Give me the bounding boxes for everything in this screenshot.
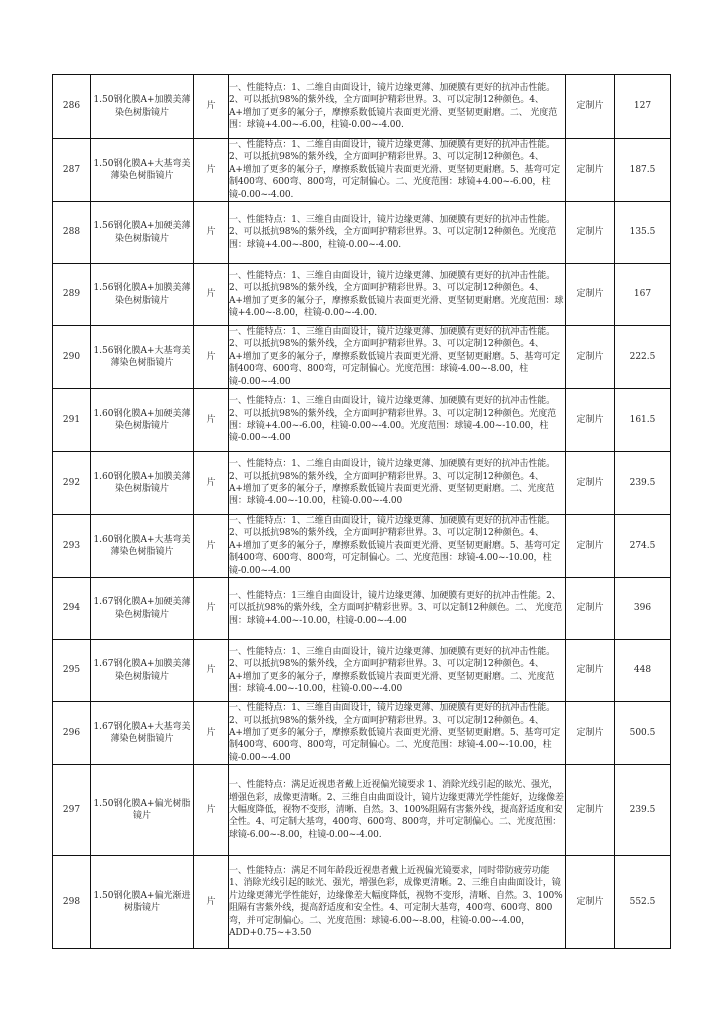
row-number-cell: 298 — [53, 856, 91, 949]
unit-cell: 片 — [194, 856, 229, 949]
row-number-cell: 295 — [53, 640, 91, 702]
product-description-cell: 一、性能特点：1、三维自由面设计，镜片边缘更薄、加硬膜有更好的抗冲击性能。2、可以抵抗98%的紫外线，全方面呵护精彩世界。3、可以定制12种颜色。光度范围：球镜+4.00~-6.00，柱镜-0.00~-4.00。光度范围：球镜-4.00~-10.00，柱镜-0.00~-4.00 — [229, 389, 566, 452]
product-description-cell: 一、性能特点：1、三维自由面设计，镜片边缘更薄、加硬膜有更好的抗冲击性能。2、可以抵抗98%的紫外线，全方面呵护精彩世界。3、可以定制12种颜色。光度范围：球镜+4.00~-800，柱镜-0.00~-4.00. — [229, 202, 566, 264]
row-number-cell: 288 — [53, 202, 91, 264]
row-number-cell: 291 — [53, 389, 91, 452]
table-row — [53, 702, 671, 765]
product-description-cell: 一、性能特点：满足近视患者戴上近视偏光镜要求 1、消除光线引起的眩光、强光，增强色彩，成像更清晰。2、三维自由曲面设计，镜片边缘更薄光学性能好，边缘像差大幅度降低，视物不变形，清晰、自然。3、100%阻隔有害紫外线，提高舒适度和安全性。4、可定制大基弯，400弯、600弯、800弯，并可定制偏心。二、光度范围：球镜-6.00~-8.00，柱镜-0.00~-4.00. — [229, 765, 566, 856]
row-number-cell: 287 — [53, 139, 91, 202]
product-description-cell: 一、性能特点：1、三维自由面设计，镜片边缘更薄、加硬膜有更好的抗冲击性能。2、可以抵抗98%的紫外线，全方面呵护精彩世界。3、可以定制12种颜色。4、A+增加了更多的氟分子，摩擦系数低镜片表面更光滑、更坚韧更耐磨。5、基弯可定制400弯、600弯、800弯，可定制偏心。光度范围：球镜-4.00~-8.00，柱镜-0.00~-4.00 — [229, 326, 566, 389]
table-row — [53, 75, 671, 139]
product-description-cell: 一、性能特点：1、三维自由面设计，镜片边缘更薄、加硬膜有更好的抗冲击性能。2、可以抵抗98%的紫外线，全方面呵护精彩世界。3、可以定制12种颜色。4、A+增加了更多的氟分子，摩擦系数低镜片表面更光滑、更坚韧更耐磨。光度范围：球镜+4.00~-8.00，柱镜-0.00~-4.00. — [229, 264, 566, 326]
product-description-cell: 一、性能特点：1、二维自由面设计，镜片边缘更薄、加硬膜有更好的抗冲击性能。2、可以抵抗98%的紫外线，全方面呵护精彩世界。3、可以定制12种颜色。4、A+增加了更多的氟分子，摩擦系数低镜片表面更光滑、更坚韧更耐磨。5、基弯可定制400弯、600弯、800弯，可定制偏心。二、光度范围：球镜+4.00~-6.00，柱镜-0.00~-4.00. — [229, 139, 566, 202]
table-body — [53, 75, 671, 949]
table-row — [53, 856, 671, 949]
product-name-cell: 1.50钢化膜A+加膜美薄染色树脂镜片 — [91, 75, 194, 139]
product-name-cell: 1.56钢化膜A+加硬美薄染色树脂镜片 — [91, 202, 194, 264]
product-name-cell: 1.50钢化膜A+偏光渐进树脂镜片 — [91, 856, 194, 949]
price-cell: 274.5 — [615, 515, 671, 578]
unit-cell: 片 — [194, 326, 229, 389]
lens-type-cell: 定制片 — [566, 640, 615, 702]
unit-cell: 片 — [194, 578, 229, 640]
lens-type-cell: 定制片 — [566, 139, 615, 202]
product-description-cell: 一、性能特点：1、三维自由面设计，镜片边缘更薄、加硬膜有更好的抗冲击性能。2、可以抵抗98%的紫外线，全方面呵护精彩世界。3、可以定制12种颜色。4、A+增加了更多的氟分子，摩擦系数低镜片表面更光滑、更坚韧更耐磨。二、光度范围：球镜-4.00~-10.00，柱镜-0.00~-4.00 — [229, 640, 566, 702]
price-cell: 222.5 — [615, 326, 671, 389]
lens-type-cell: 定制片 — [566, 389, 615, 452]
price-cell: 127 — [615, 75, 671, 139]
row-number-cell: 290 — [53, 326, 91, 389]
price-cell: 448 — [615, 640, 671, 702]
row-number-cell: 292 — [53, 452, 91, 515]
lens-type-cell: 定制片 — [566, 452, 615, 515]
product-description-cell: 一、性能特点：1、二维自由面设计，镜片边缘更薄、加硬膜有更好的抗冲击性能。2、可以抵抗98%的紫外线，全方面呵护精彩世界。3、可以定制12种颜色。4、A+增加了更多的氟分子，摩擦系数低镜片表面更光滑、更坚韧更耐磨。5、基弯可定制400弯、600弯、800弯，可定制偏心。二、光度范围：球镜-4.00~-10.00，柱镜-0.00~-4.00 — [229, 515, 566, 578]
unit-cell: 片 — [194, 264, 229, 326]
product-name-cell: 1.67钢化膜A+加膜美薄染色树脂镜片 — [91, 640, 194, 702]
table-row — [53, 139, 671, 202]
unit-cell: 片 — [194, 389, 229, 452]
price-cell: 239.5 — [615, 452, 671, 515]
lens-price-table — [52, 74, 671, 949]
product-name-cell: 1.60钢化膜A+加膜美薄染色树脂镜片 — [91, 452, 194, 515]
product-description-cell: 一、性能特点：满足不同年龄段近视患者戴上近视偏光镜要求，同时带防疲劳功能 1、消除光线引起的眩光、强光，增强色彩，成像更清晰。2、三维自由曲面设计，镜片边缘更薄光学性能好，边缘像差大幅度降低，视物不变形，清晰、自然。3、100%阻隔有害紫外线，提高舒适度和安全性。4、可定制大基弯，400弯、600弯、800弯，并可定制偏心。二、光度范围：球镜-6.00~-8.00，柱镜-0.00~-4.00，ADD+0.75~+3.50 — [229, 856, 566, 949]
table-row — [53, 578, 671, 640]
table-row — [53, 515, 671, 578]
price-cell: 552.5 — [615, 856, 671, 949]
table-row — [53, 640, 671, 702]
unit-cell: 片 — [194, 702, 229, 765]
table-row — [53, 326, 671, 389]
lens-type-cell: 定制片 — [566, 515, 615, 578]
product-name-cell: 1.50钢化膜A+大基弯美薄染色树脂镜片 — [91, 139, 194, 202]
unit-cell: 片 — [194, 452, 229, 515]
unit-cell: 片 — [194, 139, 229, 202]
product-name-cell: 1.56钢化膜A+大基弯美薄染色树脂镜片 — [91, 326, 194, 389]
row-number-cell: 294 — [53, 578, 91, 640]
unit-cell: 片 — [194, 75, 229, 139]
table-row — [53, 389, 671, 452]
row-number-cell: 296 — [53, 702, 91, 765]
lens-type-cell: 定制片 — [566, 75, 615, 139]
price-cell: 161.5 — [615, 389, 671, 452]
product-name-cell: 1.60钢化膜A+加硬美薄染色树脂镜片 — [91, 389, 194, 452]
product-description-cell: 一、性能特点：1、三维自由面设计，镜片边缘更薄、加硬膜有更好的抗冲击性能。2、可以抵抗98%的紫外线，全方面呵护精彩世界。3、可以定制12种颜色。4、A+增加了更多的氟分子，摩擦系数低镜片表面更光滑、更坚韧更耐磨。5、基弯可定制400弯、600弯、800弯，可定制偏心。二、光度范围：球镜-4.00~-10.00，柱镜-0.00~-4.00 — [229, 702, 566, 765]
price-cell: 167 — [615, 264, 671, 326]
table-row — [53, 452, 671, 515]
unit-cell: 片 — [194, 640, 229, 702]
lens-type-cell: 定制片 — [566, 765, 615, 856]
product-description-cell: 一、性能特点：1、二维自由面设计，镜片边缘更薄、加硬膜有更好的抗冲击性能。2、可以抵抗98%的紫外线，全方面呵护精彩世界。3、可以定制12种颜色。4、A+增加了更多的氟分子，摩擦系数低镜片表面更光滑、更坚韧更耐磨。二、 光度范围：球镜+4.00~-6.00，柱镜-0.00~-4.00. — [229, 75, 566, 139]
table-row — [53, 765, 671, 856]
lens-type-cell: 定制片 — [566, 856, 615, 949]
product-name-cell: 1.50钢化膜A+偏光树脂镜片 — [91, 765, 194, 856]
product-description-cell: 一、性能特点：1、二维自由面设计，镜片边缘更薄、加硬膜有更好的抗冲击性能。2、可以抵抗98%的紫外线，全方面呵护精彩世界。3、可以定制12种颜色。4、A+增加了更多的氟分子，摩擦系数低镜片表面更光滑、更坚韧更耐磨。二、光度范围：球镜-4.00~-10.00，柱镜-0.00~-4.00 — [229, 452, 566, 515]
price-cell: 187.5 — [615, 139, 671, 202]
product-description-cell: 一、性能特点：1三维自由面设计，镜片边缘更薄、加硬膜有更好的抗冲击性能。2、可以抵抗98%的紫外线，全方面呵护精彩世界。3、可以定制12种颜色。二、 光度范围：球镜+4.00~-10.00，柱镜-0.00~-4.00 — [229, 578, 566, 640]
lens-type-cell: 定制片 — [566, 326, 615, 389]
lens-type-cell: 定制片 — [566, 702, 615, 765]
price-cell: 135.5 — [615, 202, 671, 264]
table-row — [53, 202, 671, 264]
unit-cell: 片 — [194, 515, 229, 578]
price-cell: 239.5 — [615, 765, 671, 856]
product-name-cell: 1.67钢化膜A+大基弯美薄染色树脂镜片 — [91, 702, 194, 765]
price-cell: 500.5 — [615, 702, 671, 765]
row-number-cell: 286 — [53, 75, 91, 139]
unit-cell: 片 — [194, 765, 229, 856]
row-number-cell: 297 — [53, 765, 91, 856]
price-cell: 396 — [615, 578, 671, 640]
unit-cell: 片 — [194, 202, 229, 264]
product-name-cell: 1.60钢化膜A+大基弯美薄染色树脂镜片 — [91, 515, 194, 578]
product-name-cell: 1.67钢化膜A+加硬美薄染色树脂镜片 — [91, 578, 194, 640]
lens-type-cell: 定制片 — [566, 578, 615, 640]
lens-type-cell: 定制片 — [566, 264, 615, 326]
row-number-cell: 293 — [53, 515, 91, 578]
table-row — [53, 264, 671, 326]
row-number-cell: 289 — [53, 264, 91, 326]
product-name-cell: 1.56钢化膜A+加膜美薄染色树脂镜片 — [91, 264, 194, 326]
lens-type-cell: 定制片 — [566, 202, 615, 264]
